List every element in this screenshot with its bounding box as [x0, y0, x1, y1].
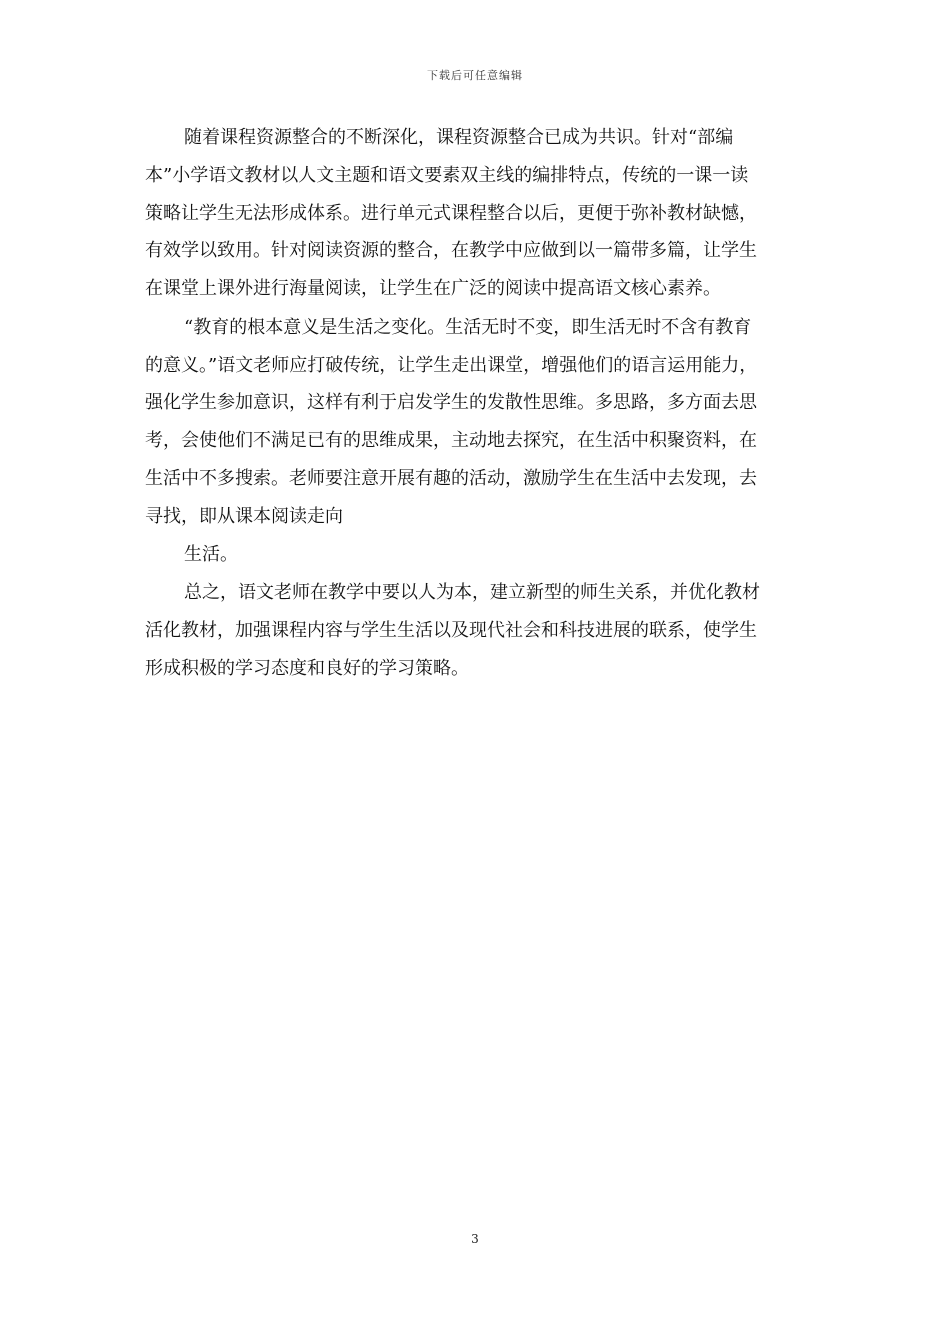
paragraph-line: 强化学生参加意识，这样有利于启发学生的发散性思维。多思路，多方面去思 [145, 392, 757, 413]
paragraph-line: 随着课程资源整合的不断深化，课程资源整合已成为共识。针对“部编 [184, 127, 734, 148]
paragraph-line: 生活。 [184, 544, 238, 565]
paragraph-line: 的意义。”语文老师应打破传统，让学生走出课堂，增强他们的语言运用能力， [145, 355, 758, 376]
paragraph-line: 策略让学生无法形成体系。进行单元式课程整合以后，更便于弥补教材缺憾， [145, 203, 757, 224]
paragraph-line: 有效学以致用。针对阅读资源的整合，在教学中应做到以一篇带多篇，让学生 [145, 240, 757, 261]
paragraph-line: 寻找，即从课本阅读走向 [145, 506, 343, 527]
paragraph-line: “教育的根本意义是生活之变化。生活无时不变，即生活无时不含有教育 [184, 317, 752, 338]
paragraph-line: 生活中不多搜索。老师要注意开展有趣的活动，激励学生在生活中去发现，去 [145, 468, 757, 489]
page-number: 3 [471, 1232, 479, 1246]
paragraph-line: 总之，语文老师在教学中要以人为本，建立新型的师生关系，并优化教材 [184, 582, 760, 603]
page-header: 下载后可任意编辑 [427, 69, 523, 82]
paragraph-line: 在课堂上课外进行海量阅读，让学生在广泛的阅读中提高语文核心素养。 [145, 278, 721, 299]
paragraph-line: 形成积极的学习态度和良好的学习策略。 [145, 658, 469, 679]
paragraph-line: 考，会使他们不满足已有的思维成果，主动地去探究，在生活中积聚资料，在 [145, 430, 757, 451]
paragraph-line: 本”小学语文教材以人文主题和语文要素双主线的编排特点，传统的一课一读 [145, 165, 749, 186]
paragraph-line: 活化教材，加强课程内容与学生生活以及现代社会和科技进展的联系，使学生 [145, 620, 757, 641]
